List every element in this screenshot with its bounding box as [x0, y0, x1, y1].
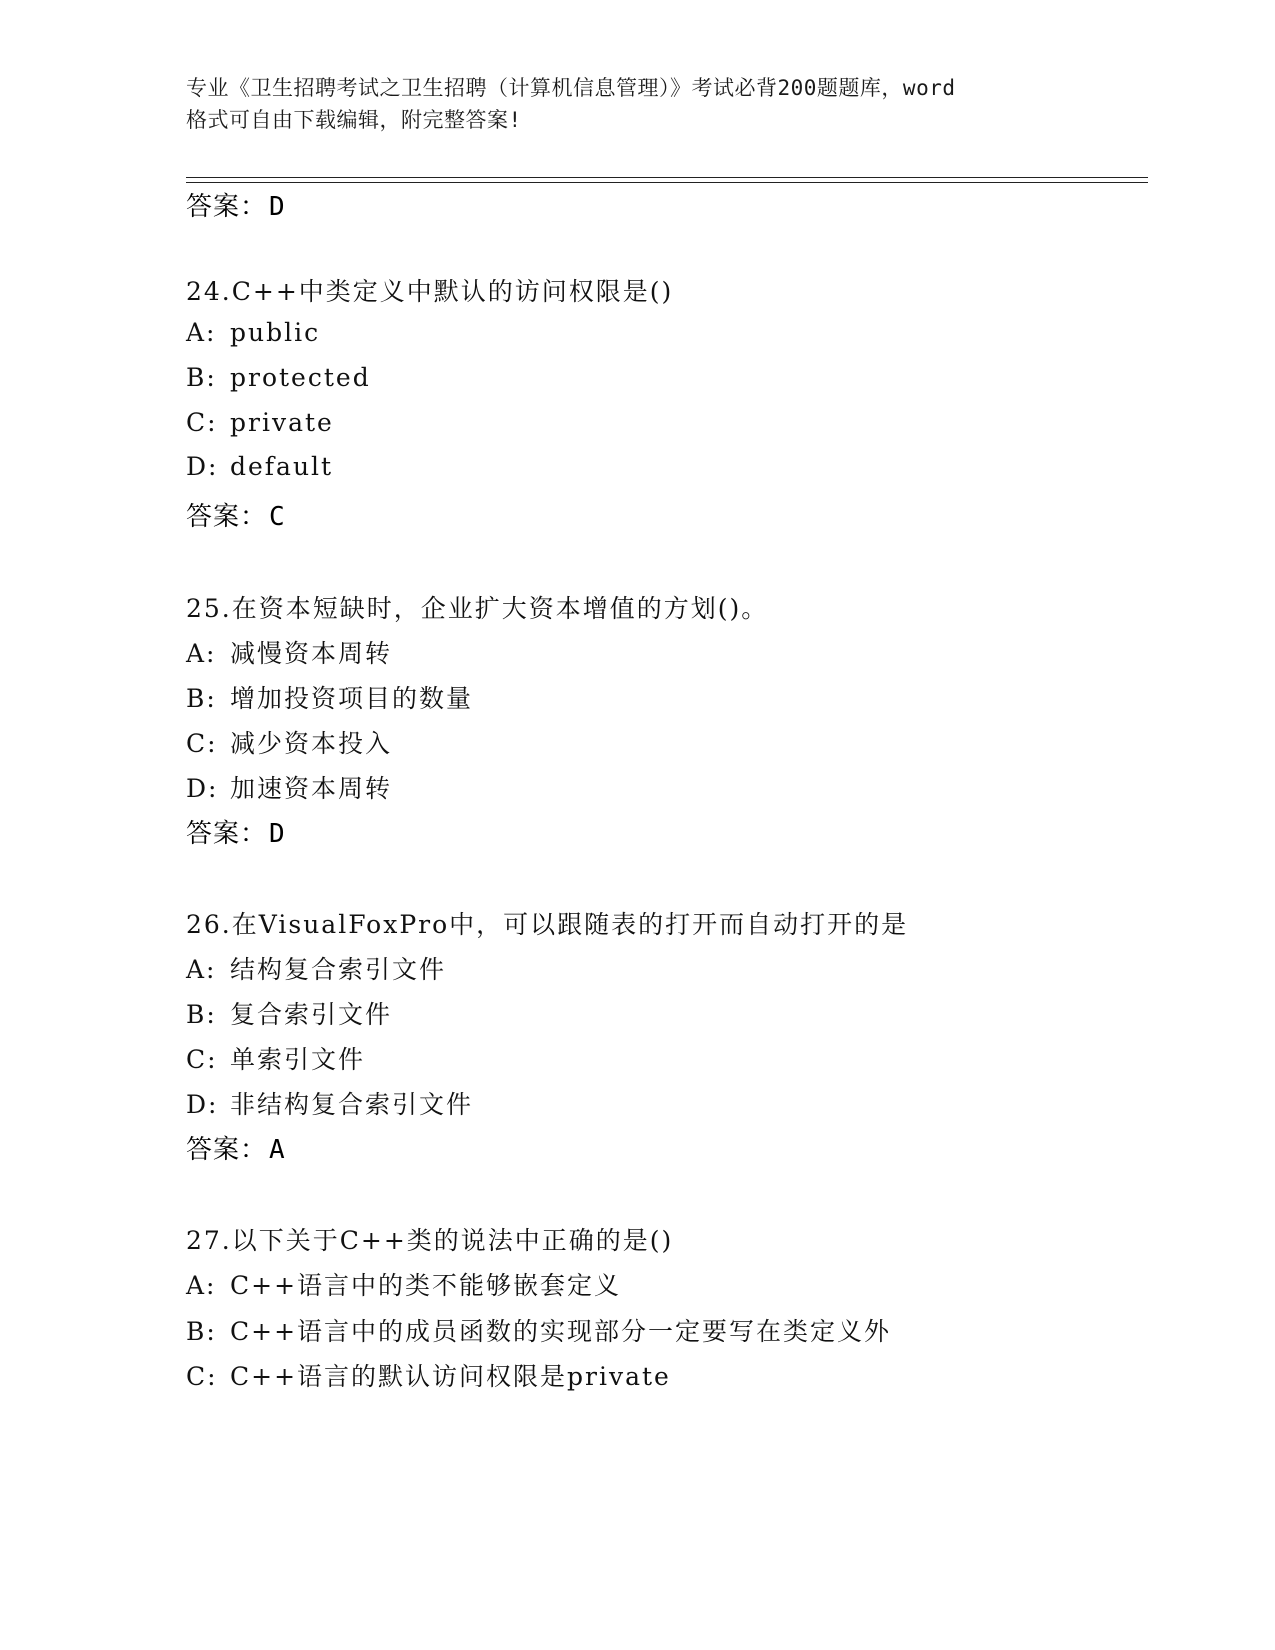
option-key: A:	[186, 639, 217, 668]
option-key: C:	[186, 408, 218, 437]
option-d	[186, 1085, 473, 1121]
answer-value: D	[269, 819, 286, 849]
question-text: 在资本短缺时，企业扩大资本增值的方划()。	[231, 594, 769, 623]
option-text: 单索引文件	[230, 1045, 366, 1074]
answer-line	[186, 496, 286, 533]
option-d	[186, 769, 392, 805]
option-key: C:	[186, 729, 218, 758]
option-text: public	[230, 318, 321, 347]
question-text: C++中类定义中默认的访问权限是()	[231, 277, 674, 306]
option-text: protected	[230, 363, 371, 392]
option-text: C++语言中的类不能够嵌套定义	[230, 1271, 622, 1300]
question-26	[186, 905, 908, 941]
option-key: C:	[186, 1045, 218, 1074]
option-b	[186, 679, 473, 715]
option-key: B:	[186, 1000, 217, 1029]
header-rule-bottom	[186, 182, 1148, 183]
option-key: D:	[186, 452, 219, 481]
answer-value: D	[269, 192, 286, 222]
option-b	[186, 363, 371, 392]
option-c	[186, 724, 392, 760]
question-text: 在VisualFoxPro中，可以跟随表的打开而自动打开的是	[231, 910, 909, 939]
option-text: 复合索引文件	[230, 1000, 393, 1029]
answer-line	[186, 813, 286, 850]
option-text: 结构复合索引文件	[230, 955, 447, 984]
option-a	[186, 634, 392, 670]
header-rule-top	[186, 177, 1148, 178]
option-key: D:	[186, 1090, 219, 1119]
option-b	[186, 995, 392, 1031]
question-27	[186, 1221, 673, 1257]
option-key: A:	[186, 955, 217, 984]
option-a	[186, 950, 446, 986]
answer-label: 答案：	[186, 1135, 268, 1165]
option-a	[186, 1266, 621, 1302]
option-text: C++语言中的成员函数的实现部分一定要写在类定义外	[230, 1317, 892, 1346]
option-text: 加速资本周转	[230, 774, 393, 803]
answer-line	[186, 186, 286, 223]
option-key: C:	[186, 1362, 218, 1391]
question-number: 25.	[186, 594, 232, 623]
option-key: A:	[186, 318, 217, 347]
option-text: 增加投资项目的数量	[230, 684, 474, 713]
question-24	[186, 272, 673, 308]
option-d	[186, 452, 333, 481]
answer-value: C	[269, 502, 286, 532]
option-c	[186, 408, 334, 437]
answer-label: 答案：	[186, 819, 268, 849]
answer-label: 答案：	[186, 192, 268, 222]
header-line-2: 格式可自由下载编辑，附完整答案!	[186, 108, 522, 132]
question-text: 以下关于C++类的说法中正确的是()	[231, 1226, 674, 1255]
question-number: 27.	[186, 1226, 232, 1255]
answer-label: 答案：	[186, 502, 268, 532]
option-key: D:	[186, 774, 219, 803]
page-header	[186, 72, 1086, 136]
question-25	[186, 589, 768, 625]
option-text: 减慢资本周转	[230, 639, 393, 668]
option-key: B:	[186, 1317, 217, 1346]
question-number: 26.	[186, 910, 232, 939]
option-c	[186, 1357, 671, 1393]
header-line-1: 专业《卫生招聘考试之卫生招聘（计算机信息管理）》考试必背200题题库，word	[186, 76, 956, 100]
option-b	[186, 1312, 891, 1348]
option-key: B:	[186, 363, 217, 392]
option-c	[186, 1040, 365, 1076]
option-text: C++语言的默认访问权限是private	[230, 1362, 671, 1391]
option-text: 减少资本投入	[230, 729, 393, 758]
answer-line	[186, 1129, 286, 1166]
question-number: 24.	[186, 277, 232, 306]
answer-value: A	[269, 1135, 286, 1165]
option-key: B:	[186, 684, 217, 713]
option-key: A:	[186, 1271, 217, 1300]
option-text: 非结构复合索引文件	[230, 1090, 474, 1119]
option-a	[186, 318, 320, 347]
option-text: default	[230, 452, 334, 481]
option-text: private	[230, 408, 334, 437]
